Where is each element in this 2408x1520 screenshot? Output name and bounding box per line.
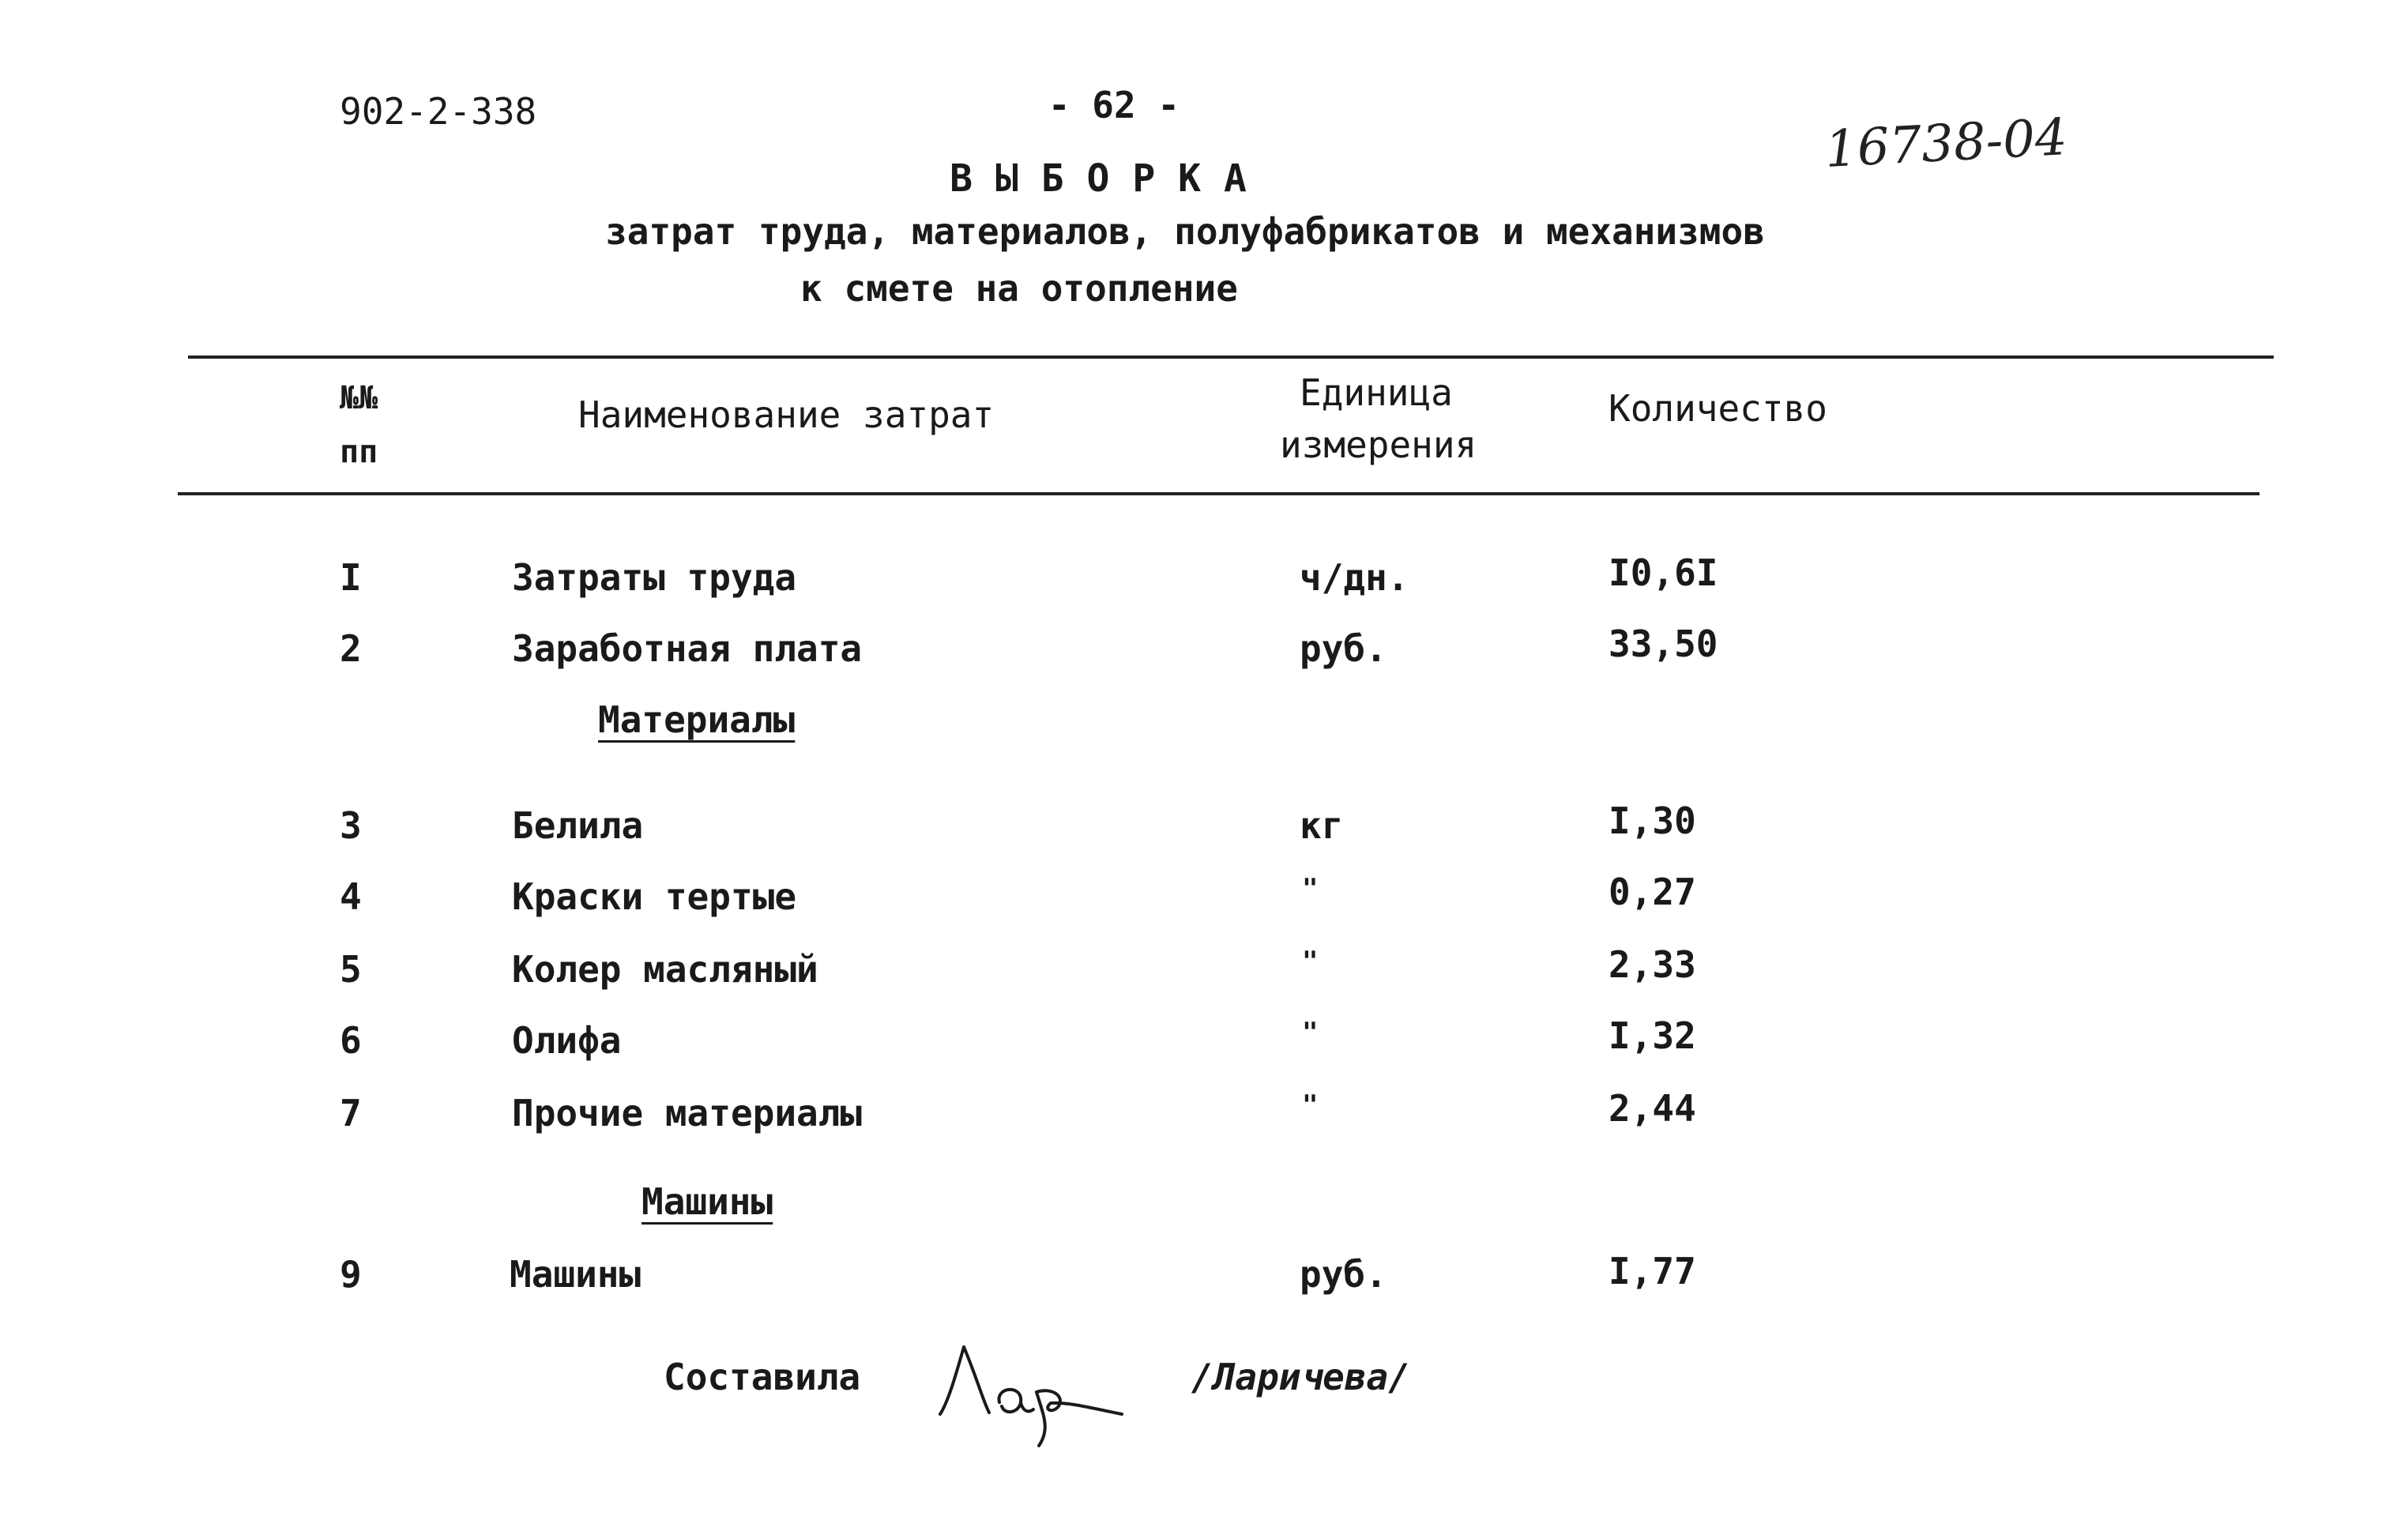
row-qty: I0,6I <box>1608 551 1718 594</box>
row-qty: I,77 <box>1608 1250 1696 1292</box>
row-unit: руб. <box>1300 1253 1387 1296</box>
title-line-2: к смете на отопление <box>800 267 1238 310</box>
row-name: Колер масляный <box>512 948 818 991</box>
header-name: Наименование затрат <box>578 393 995 436</box>
row-qty: I,32 <box>1608 1014 1696 1057</box>
row-unit: " <box>1302 1017 1319 1048</box>
row-num: 4 <box>340 875 362 918</box>
title-line-1: затрат труда, материалов, полуфабрикатов и механизмов <box>605 210 1765 253</box>
row-name: Прочие материалы <box>512 1092 863 1134</box>
section-machines: Машины <box>642 1180 773 1223</box>
row-num: 3 <box>340 804 362 847</box>
row-name: Заработная плата <box>512 627 863 670</box>
row-qty: 0,27 <box>1608 871 1696 913</box>
row-num: 9 <box>340 1253 362 1296</box>
table-top-rule <box>188 356 2274 359</box>
handwritten-number: 16738-04 <box>1823 108 2069 179</box>
row-unit: " <box>1302 946 1319 977</box>
row-num: 6 <box>340 1019 362 1062</box>
header-unit-top: Единица <box>1300 371 1453 414</box>
section-materials: Материалы <box>598 698 796 741</box>
row-num: 5 <box>340 948 362 991</box>
row-unit: " <box>1302 873 1319 905</box>
document-title: В Ы Б О Р К А <box>950 156 1247 201</box>
table-header-rule <box>178 492 2259 495</box>
row-unit: кг <box>1300 804 1344 847</box>
signature <box>932 1327 1138 1454</box>
row-num: I <box>340 556 362 599</box>
row-qty: 33,50 <box>1608 623 1718 665</box>
document-code: 902-2-338 <box>340 90 537 133</box>
header-qty: Количество <box>1608 387 1827 430</box>
row-name: Затраты труда <box>512 556 797 599</box>
compiled-by-label: Составила <box>664 1356 861 1398</box>
row-unit: " <box>1302 1089 1319 1121</box>
header-unit-bottom: измерения <box>1280 423 1477 466</box>
row-unit: ч/дн. <box>1300 556 1409 599</box>
row-num: 2 <box>340 627 362 670</box>
row-num: 7 <box>340 1092 362 1134</box>
row-name: Краски тертые <box>512 875 797 918</box>
header-num-bottom: пп <box>340 434 378 470</box>
row-qty: 2,33 <box>1608 943 1696 986</box>
header-num-top: №№ <box>340 380 378 416</box>
row-qty: 2,44 <box>1608 1087 1696 1130</box>
page-number: - 62 - <box>1048 84 1180 126</box>
row-unit: руб. <box>1300 627 1387 670</box>
row-name: Олифа <box>512 1019 622 1062</box>
compiler-name: /Ларичева/ <box>1191 1356 1410 1398</box>
row-qty: I,30 <box>1608 800 1696 842</box>
row-name: Белила <box>512 804 644 847</box>
row-name: Машины <box>510 1253 642 1296</box>
